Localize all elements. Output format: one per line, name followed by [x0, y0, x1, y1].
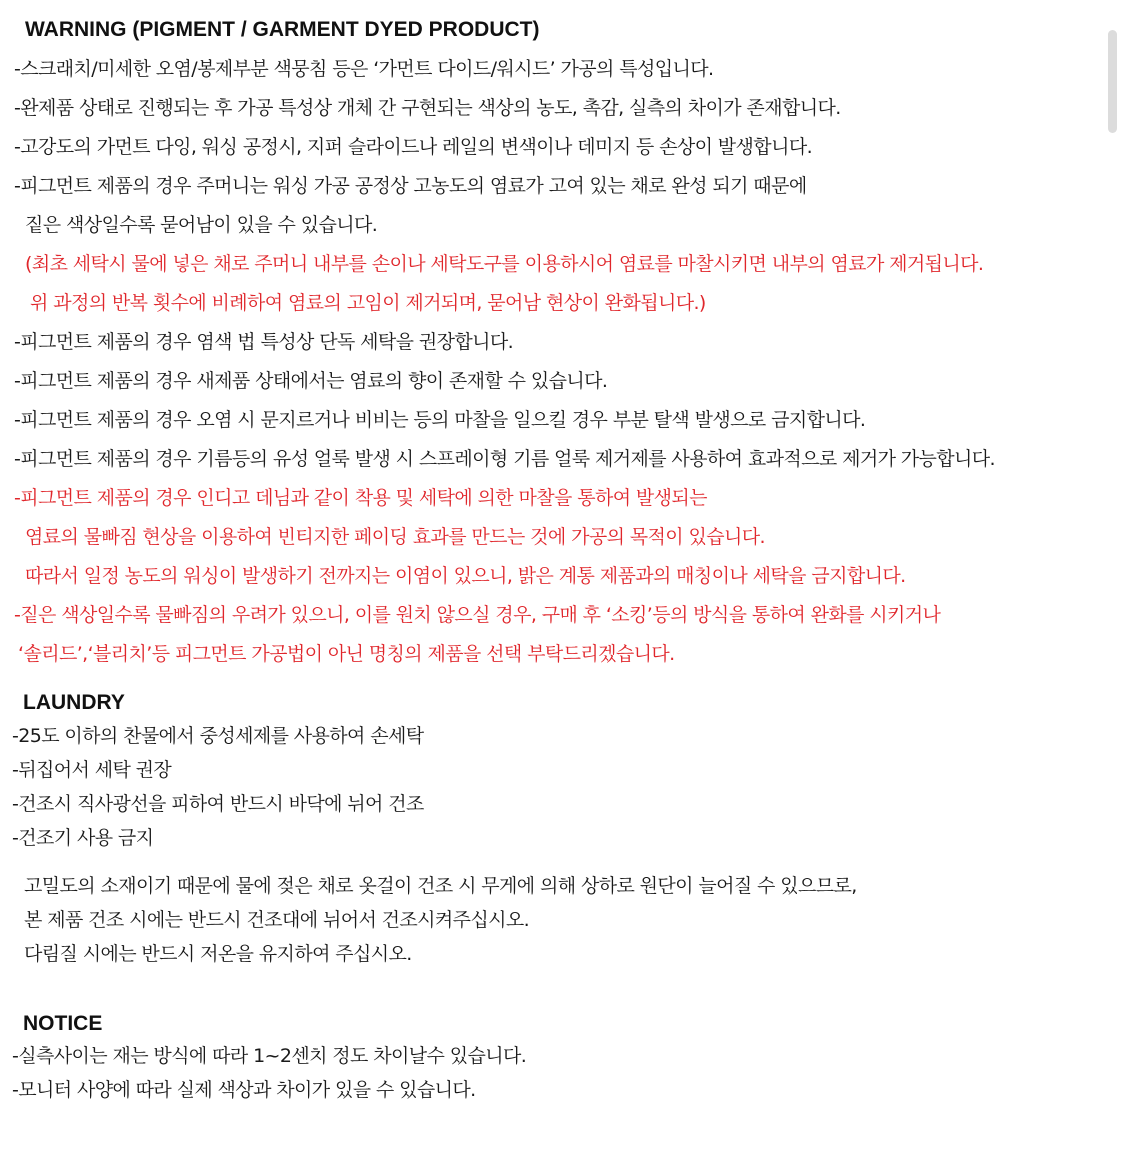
laundry-note-line: 다림질 시에는 반드시 저온을 유지하여 주십시오. — [24, 943, 412, 965]
warning-line: -피그먼트 제품의 경우 기름등의 유성 얼룩 발생 시 스프레이형 기름 얼룩 제거제를 사용하여 효과적으로 제거가 가능합니다. — [14, 448, 995, 470]
warning-line-highlighted: -피그먼트 제품의 경우 인디고 데님과 같이 착용 및 세탁에 의한 마찰을 통하여 발생되는 — [14, 487, 707, 509]
warning-heading: WARNING (PIGMENT / GARMENT DYED PRODUCT) — [25, 18, 540, 41]
warning-line: -피그먼트 제품의 경우 염색 법 특성상 단독 세탁을 권장합니다. — [14, 331, 514, 353]
laundry-note-line: 고밀도의 소재이기 때문에 물에 젖은 채로 옷걸이 건조 시 무게에 의해 상하로 원단이 늘어질 수 있으므로, — [24, 875, 857, 897]
vertical-scrollbar[interactable] — [1108, 30, 1117, 133]
warning-line-highlighted: -짙은 색상일수록 물빠짐의 우려가 있으니, 이를 원치 않으실 경우, 구매 후 ‘소킹’등의 방식을 통하여 완화를 시키거나 — [14, 604, 941, 626]
warning-line-highlighted: ‘솔리드’,‘블리치’등 피그먼트 가공법이 아닌 명칭의 제품을 선택 부탁드리겠습니다. — [18, 643, 675, 665]
notice-line: -모니터 사양에 따라 실제 색상과 차이가 있을 수 있습니다. — [12, 1079, 476, 1101]
warning-line: -피그먼트 제품의 경우 오염 시 문지르거나 비비는 등의 마찰을 일으킬 경우 부분 탈색 발생으로 금지합니다. — [14, 409, 866, 431]
notice-line: -실측사이는 재는 방식에 따라 1~2센치 정도 차이날수 있습니다. — [12, 1045, 527, 1067]
laundry-line: -건조시 직사광선을 피하여 반드시 바닥에 뉘어 건조 — [12, 793, 424, 815]
warning-line-highlighted: 따라서 일정 농도의 워싱이 발생하기 전까지는 이염이 있으니, 밝은 계통 제품과의 매칭이나 세탁을 금지합니다. — [25, 565, 906, 587]
laundry-note-line: 본 제품 건조 시에는 반드시 건조대에 뉘어서 건조시켜주십시오. — [24, 909, 530, 931]
warning-line: -스크래치/미세한 오염/봉제부분 색뭉침 등은 ‘가먼트 다이드/워시드’ 가공의 특성입니다. — [14, 58, 714, 80]
warning-line-highlighted: (최초 세탁시 물에 넣은 채로 주머니 내부를 손이나 세탁도구를 이용하시어 염료를 마찰시키면 내부의 염료가 제거됩니다. — [25, 253, 984, 275]
laundry-heading: LAUNDRY — [23, 691, 125, 714]
laundry-line: -뒤집어서 세탁 권장 — [12, 759, 172, 781]
laundry-line: -25도 이하의 찬물에서 중성세제를 사용하여 손세탁 — [12, 725, 424, 747]
warning-line-highlighted: 염료의 물빠짐 현상을 이용하여 빈티지한 페이딩 효과를 만드는 것에 가공의 목적이 있습니다. — [25, 526, 765, 548]
warning-line: 짙은 색상일수록 묻어남이 있을 수 있습니다. — [25, 214, 378, 236]
warning-line: -피그먼트 제품의 경우 새제품 상태에서는 염료의 향이 존재할 수 있습니다. — [14, 370, 608, 392]
laundry-line: -건조기 사용 금지 — [12, 827, 154, 849]
notice-heading: NOTICE — [23, 1012, 103, 1035]
warning-line: -완제품 상태로 진행되는 후 가공 특성상 개체 간 구현되는 색상의 농도, 촉감, 실측의 차이가 존재합니다. — [14, 97, 841, 119]
warning-line: -피그먼트 제품의 경우 주머니는 워싱 가공 공정상 고농도의 염료가 고여 있는 채로 완성 되기 때문에 — [14, 175, 807, 197]
warning-line: -고강도의 가먼트 다잉, 워싱 공정시, 지퍼 슬라이드나 레일의 변색이나 데미지 등 손상이 발생합니다. — [14, 136, 813, 158]
warning-line-highlighted: 위 과정의 반복 횟수에 비례하여 염료의 고임이 제거되며, 묻어남 현상이 완화됩니다.) — [30, 292, 706, 314]
